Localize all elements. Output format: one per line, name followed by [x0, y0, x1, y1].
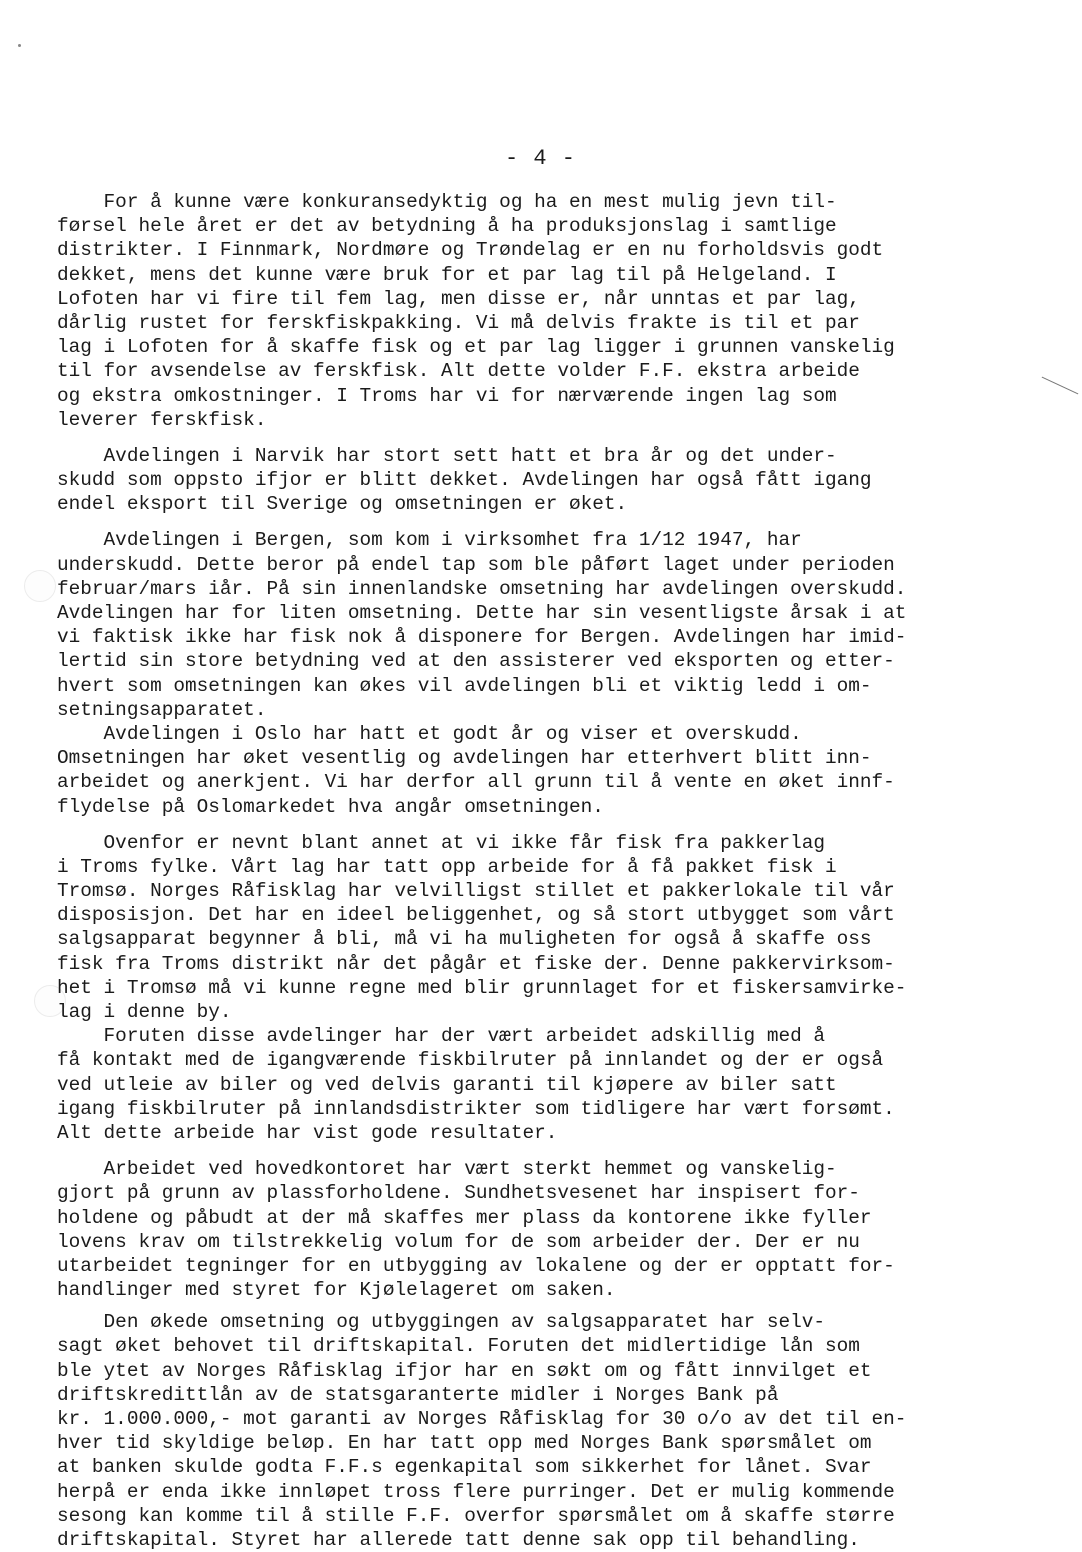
- text-line: Avdelingen i Oslo har hatt et godt år og viser et overskudd.: [57, 722, 802, 745]
- text-line: het i Tromsø må vi kunne regne med blir grunnlaget for et fiskersamvirke-: [57, 976, 907, 999]
- text-line: leverer ferskfisk.: [57, 408, 267, 431]
- text-line: Ovenfor er nevnt blant annet at vi ikke får fisk fra pakkerlag: [57, 831, 825, 854]
- text-line: For å kunne være konkuransedyktig og ha en mest mulig jevn til-: [57, 191, 837, 213]
- text-line: disposisjon. Det har en ideel beliggenhet, og så stort utbygget som vårt: [57, 904, 895, 927]
- text-line: Foruten disse avdelinger har der vært arbeidet adskillig med å: [57, 1025, 825, 1048]
- text-line: herpå er enda ikke innløpet tross flere purringer. Det er mulig kommende: [57, 1480, 895, 1503]
- text-line: og ekstra omkostninger. I Troms har vi for nærværende ingen lag som: [57, 384, 837, 407]
- text-line: endel eksport til Sverige og omsetningen er øket.: [57, 493, 628, 516]
- text-line: at banken skulde godta F.F.s egenkapital som sikkerhet for lånet. Svar: [57, 1456, 872, 1479]
- text-line: Lofoten har vi fire til fem lag, men disse er, når unntas et par lag,: [57, 287, 860, 310]
- text-line: dekket, mens det kunne være bruk for et par lag til på Helgeland. I: [57, 263, 837, 286]
- text-line: lag i Lofoten for å skaffe fisk og et par lag ligger i grunnen vanskelig: [57, 336, 895, 359]
- text-line: førsel hele året er det av betydning å ha produksjonslag i samtlige: [57, 215, 837, 238]
- text-line: Alt dette arbeide har vist gode resultater.: [57, 1121, 558, 1144]
- document-body: [57, 190, 1057, 1552]
- text-line: Tromsø. Norges Råfisklag har velvilligst stillet et pakkerlokale til vår: [57, 880, 895, 903]
- scan-speck: [18, 44, 21, 47]
- paragraph-troms: [57, 831, 1057, 1025]
- text-line: flydelse på Oslomarkedet hva angår omsetningen.: [57, 795, 604, 818]
- text-line: distrikter. I Finnmark, Nordmøre og Trøndelag er en nu forholdsvis godt: [57, 239, 884, 262]
- text-line: i Troms fylke. Vårt lag har tatt opp arbeide for å få pakket fisk i: [57, 855, 837, 878]
- text-line: dårlig rustet for ferskfiskpakking. Vi må delvis frakte is til et par: [57, 311, 860, 334]
- page-number: - 4 -: [505, 146, 577, 171]
- text-line: setningsapparatet.: [57, 698, 267, 721]
- text-line: Avdelingen i Narvik har stort sett hatt et bra år og det under-: [57, 444, 837, 467]
- text-line: lertid sin store betydning ved at den assisterer ved eksporten og etter-: [57, 650, 895, 673]
- text-line: igang fiskbilruter på innlandsdistrikter som tidligere har vært forsømt.: [57, 1097, 895, 1120]
- text-line: gjort på grunn av plassforholdene. Sundhetsvesenet har inspisert for-: [57, 1182, 860, 1205]
- text-line: februar/mars iår. På sin innenlandske omsetning har avdelingen overskudd.: [57, 577, 907, 600]
- paragraph-production-teams: [57, 190, 1057, 432]
- text-line: hver tid skyldige beløp. En har tatt opp med Norges Bank spørsmålet om: [57, 1432, 872, 1455]
- text-line: driftskredittlån av de statsgaranterte midler i Norges Bank på: [57, 1383, 779, 1406]
- punch-hole-top: [24, 570, 56, 602]
- text-line: ved utleie av biler og ved delvis garanti til kjøpere av biler satt: [57, 1073, 837, 1096]
- text-line: driftskapital. Styret har allerede tatt denne sak opp til behandling.: [57, 1528, 860, 1551]
- text-line: fisk fra Troms distrikt når det pågår et fiske der. Denne pakkervirksom-: [57, 952, 895, 975]
- text-line: ble ytet av Norges Råfisklag ifjor har en søkt om og fått innvilget et: [57, 1359, 872, 1382]
- paragraph-working-capital: [57, 1310, 1057, 1552]
- paragraph-narvik: [57, 444, 1057, 517]
- text-line: lovens krav om tilstrekkelig volum for de som arbeider der. Der er nu: [57, 1230, 860, 1253]
- text-line: arbeidet og anerkjent. Vi har derfor all grunn til å vente en øket innf-: [57, 771, 895, 794]
- text-line: sagt øket behovet til driftskapital. Foruten det midlertidige lån som: [57, 1335, 860, 1358]
- text-line: Avdelingen i Bergen, som kom i virksomhet fra 1/12 1947, har: [57, 529, 802, 552]
- paragraph-oslo: [57, 722, 1057, 819]
- paragraph-fishbus-routes: [57, 1024, 1057, 1145]
- text-line: kr. 1.000.000,- mot garanti av Norges Råfisklag for 30 o/o av det til en-: [57, 1408, 907, 1430]
- text-line: vi faktisk ikke har fisk nok å disponere for Bergen. Avdelingen har imid-: [57, 626, 907, 649]
- text-line: sesong kan komme til å stille F.F. overfor spørsmålet om å skaffe større: [57, 1504, 895, 1527]
- text-line: lag i denne by.: [57, 1001, 232, 1023]
- text-line: skudd som oppsto ifjor er blitt dekket. Avdelingen har også fått igang: [57, 469, 872, 492]
- text-line: til for avsendelse av ferskfisk. Alt dette volder F.F. ekstra arbeide: [57, 360, 860, 383]
- text-line: Arbeidet ved hovedkontoret har vært sterkt hemmet og vanskelig-: [57, 1158, 837, 1181]
- text-line: utarbeidet tegninger for en utbygging av lokalene og der er opptatt for-: [57, 1254, 895, 1277]
- text-line: underskudd. Dette beror på endel tap som ble påført laget under perioden: [57, 553, 895, 576]
- text-line: Avdelingen har for liten omsetning. Dette har sin vesentligste årsak i at: [57, 602, 907, 624]
- paragraph-bergen: [57, 528, 1057, 722]
- paragraph-head-office: [57, 1157, 1057, 1302]
- text-line: handlinger med styret for Kjølelageret om saken.: [57, 1279, 616, 1302]
- text-line: få kontakt med de igangværende fiskbilruter på innlandet og der er også: [57, 1049, 884, 1072]
- text-line: Omsetningen har øket vesentlig og avdelingen har etterhvert blitt inn-: [57, 747, 872, 770]
- text-line: hvert som omsetningen kan økes vil avdelingen bli et viktig ledd i om-: [57, 674, 872, 697]
- text-line: salgsapparat begynner å bli, må vi ha muligheten for også å skaffe oss: [57, 928, 872, 951]
- text-line: holdene og påbudt at der må skaffes mer plass da kontorene ikke fyller: [57, 1206, 872, 1229]
- text-line: Den økede omsetning og utbyggingen av salgsapparatet har selv-: [57, 1311, 825, 1334]
